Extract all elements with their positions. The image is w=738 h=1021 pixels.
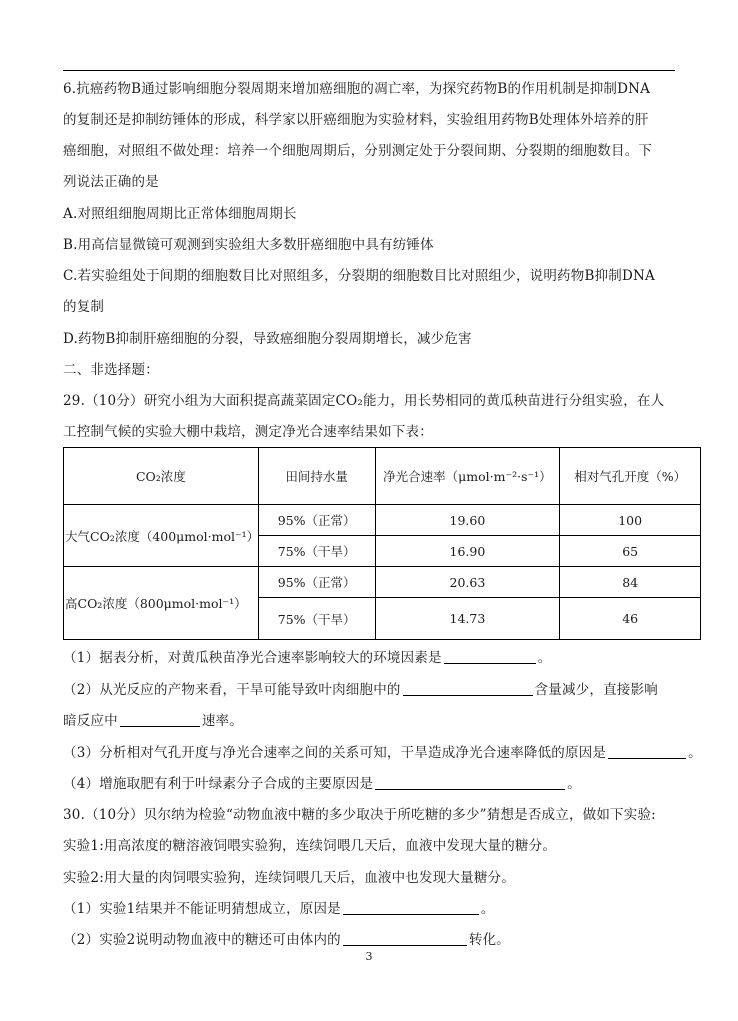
- cell-opening: 84: [560, 567, 701, 598]
- q6-stem-line-3: 癌细胞，对照组不做处理：培养一个细胞周期后，分别测定处于分裂间期、分裂期的细胞数目。下: [63, 143, 653, 159]
- group-label-high: 高CO₂浓度（800μmol·mol⁻¹）: [64, 567, 259, 640]
- q30-experiment-1: 实验1:用高浓度的糖溶液饲喂实验狗，连续饲喂几天后，血液中发现大量的糖分。: [63, 838, 557, 854]
- header-co2: CO₂浓度: [64, 448, 259, 505]
- q6-option-c-line-1: C.若实验组处于间期的细胞数目比对照组多，分裂期的细胞数目比对照组少，说明药物B抑制DNA: [63, 268, 655, 284]
- header-rate: 净光合速率（μmol·m⁻²·s⁻¹）: [375, 448, 560, 505]
- q29-stem-line-1: 29.（10分）研究小组为大面积提高蔬菜固定CO₂能力，用长势相同的黄瓜秧苗进行分组实验，在人: [63, 393, 665, 409]
- data-table: [63, 447, 701, 640]
- section-heading: 二、非选择题：: [63, 362, 159, 378]
- q6-stem-line-1: 6.抗癌药物B通过影响细胞分裂周期来增加癌细胞的凋亡率，为探究药物B的作用机制是抑制DNA: [63, 81, 651, 97]
- q29-sub-3: （3）分析相对气孔开度与净光合速率之间的关系可知，干旱造成净光合速率降低的原因是 。: [63, 745, 702, 761]
- header-water: 田间持水量: [258, 448, 375, 505]
- answer-blank-3[interactable]: [120, 712, 200, 727]
- q30-sub-2: （2）实验2说明动物血液中的糖还可由体内的 转化。: [63, 932, 510, 948]
- group-label-ambient: 大气CO₂浓度（400μmol·mol⁻¹）: [64, 505, 259, 567]
- q29-sub-2: （2）从光反应的产物来看，干旱可能导致叶肉细胞中的 含量减少，直接影响: [63, 682, 658, 698]
- header-opening: 相对气孔开度（%）: [560, 448, 701, 505]
- table-row: [64, 505, 701, 536]
- cell-rate: 16.90: [375, 536, 560, 567]
- cell-water: 95%（正常）: [258, 505, 375, 536]
- q30-sub-1: （1）实验1结果并不能证明猜想成立，原因是 。: [63, 901, 495, 917]
- q29-sub-4: （4）增施取肥有利于叶绿素分子合成的主要原因是 。: [63, 776, 581, 792]
- q6-stem-line-4: 列说法正确的是: [63, 174, 159, 190]
- cell-water: 75%（干旱）: [258, 598, 375, 640]
- q6-option-b: B.用高信显微镜可观测到实验组大多数肝癌细胞中具有纺锤体: [63, 237, 434, 253]
- cell-opening: 100: [560, 505, 701, 536]
- q29-stem-line-2: 工控制气候的实验大棚中栽培，测定净光合速率结果如下表：: [63, 424, 433, 440]
- table-row: [64, 567, 701, 598]
- answer-blank-5[interactable]: [375, 775, 565, 790]
- answer-blank-4[interactable]: [608, 744, 686, 759]
- q30-experiment-2: 实验2:用大量的肉饲喂实验狗，连续饲喂几天后，血液中也发现大量糖分。: [63, 870, 515, 886]
- cell-rate: 19.60: [375, 505, 560, 536]
- cell-water: 95%（正常）: [258, 567, 375, 598]
- answer-blank-6[interactable]: [343, 900, 479, 915]
- q29-sub-2-cont: 暗反应中 速率。: [63, 713, 243, 729]
- table-header-row: [64, 448, 701, 505]
- answer-blank-2[interactable]: [403, 681, 533, 696]
- q6-stem-line-2: 的复制还是抑制纺锤体的形成，科学家以肝癌细胞为实验材料，实验组用药物B处理体外培养的肝: [63, 112, 649, 128]
- q29-sub-1: （1）据表分析，对黄瓜秧苗净光合速率影响较大的环境因素是 。: [63, 650, 552, 666]
- cell-water: 75%（干旱）: [258, 536, 375, 567]
- q6-option-d: D.药物B抑制肝癌细胞的分裂，导致癌细胞分裂周期增长，减少危害: [63, 331, 472, 347]
- page-number: 3: [365, 950, 373, 963]
- cell-rate: 14.73: [375, 598, 560, 640]
- cell-rate: 20.63: [375, 567, 560, 598]
- cell-opening: 65: [560, 536, 701, 567]
- q30-stem: 30.（10分）贝尔纳为检验“动物血液中糖的多少取决于所吃糖的多少”猜想是否成立，做如下实验:: [63, 807, 656, 823]
- answer-blank-1[interactable]: [444, 649, 536, 664]
- q6-option-a: A.对照组细胞周期比正常体细胞周期长: [63, 206, 297, 222]
- q6-option-c-line-2: 的复制: [63, 299, 105, 315]
- header-rule: [63, 70, 675, 71]
- answer-blank-7[interactable]: [343, 931, 467, 946]
- cell-opening: 46: [560, 598, 701, 640]
